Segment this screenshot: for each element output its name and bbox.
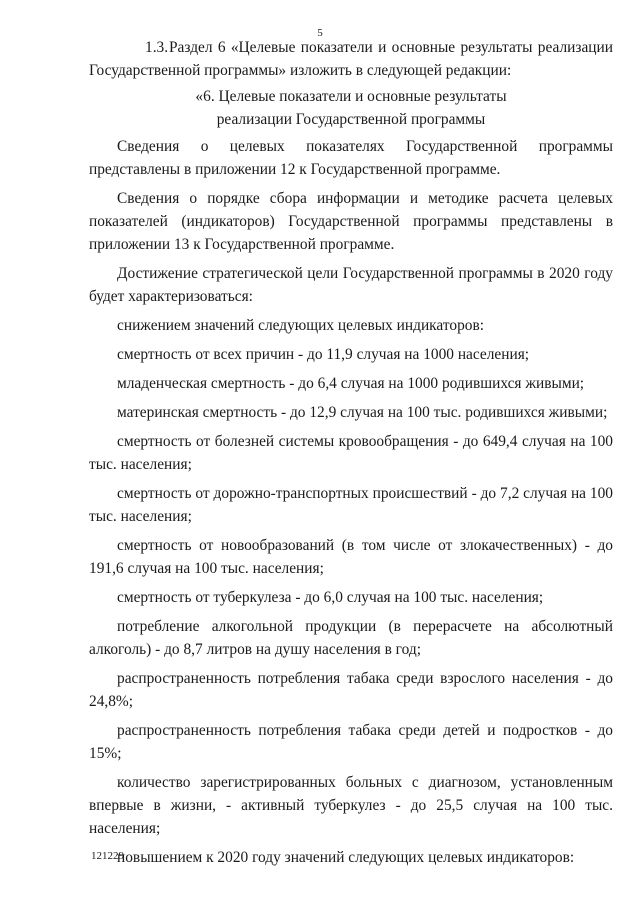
document-id: 121229	[91, 850, 124, 862]
list-item: распространенность потребления табака среди взрослого населения - до 24,8%;	[89, 670, 613, 710]
list-item: смертность от туберкулеза - до 6,0 случая на 100 тыс. населения;	[117, 589, 544, 606]
paragraph: повышением к 2020 году значений следующих целевых индикаторов:	[117, 849, 575, 866]
list-item: смертность от болезней системы кровообращения - до 649,4 случая на 100 тыс. населения;	[89, 433, 613, 473]
list-item: потребление алкогольной продукции (в перерасчете на абсолютный алкоголь) - до 8,7 литров на душу населения в год;	[89, 618, 613, 658]
paragraph: Сведения о порядке сбора информации и методике расчета целевых показателей (индикаторов) Государственной программы представлены в приложении 13 к Государственной программе.	[89, 190, 613, 253]
list-item: смертность от дорожно-транспортных происшествий - до 7,2 случая на 100 тыс. населения;	[89, 485, 613, 525]
paragraph: Достижение стратегической цели Государственной программы в 2020 году будет характеризоваться:	[89, 265, 613, 305]
section-heading	[89, 85, 613, 131]
paragraph: Сведения о целевых показателях Государственной программы представлены в приложении 12 к Государственной программе.	[89, 138, 613, 178]
list-item: смертность от всех причин - до 11,9 случая на 1000 населения;	[117, 346, 530, 363]
document-body	[89, 36, 613, 875]
list-item: количество зарегистрированных больных с диагнозом, установленным впервые в жизни, - активный туберкулез - до 25,5 случая на 100 тыс. населения;	[89, 774, 613, 837]
section-intro-text: Раздел 6 «Целевые показатели и основные результаты реализации Государственной программы» изложить в следующей редакции:	[89, 39, 613, 79]
list-item: распространенность потребления табака среди детей и подростков - до 15%;	[89, 722, 613, 762]
list-item: младенческая смертность - до 6,4 случая на 1000 родившихся живыми;	[117, 375, 585, 392]
list-item: материнская смертность - до 12,9 случая на 100 тыс. родившихся живыми;	[117, 404, 608, 421]
list-item: смертность от новообразований (в том числе от злокачественных) - до 191,6 случая на 100 тыс. населения;	[89, 537, 613, 577]
heading-line-1: «6. Целевые показатели и основные результаты	[195, 88, 507, 105]
section-intro	[89, 36, 613, 82]
paragraph: снижением значений следующих целевых индикаторов:	[117, 317, 485, 334]
heading-line-2: реализации Государственной программы	[216, 111, 486, 128]
page-number: 5	[317, 27, 323, 39]
section-number: 1.3.	[145, 39, 169, 56]
